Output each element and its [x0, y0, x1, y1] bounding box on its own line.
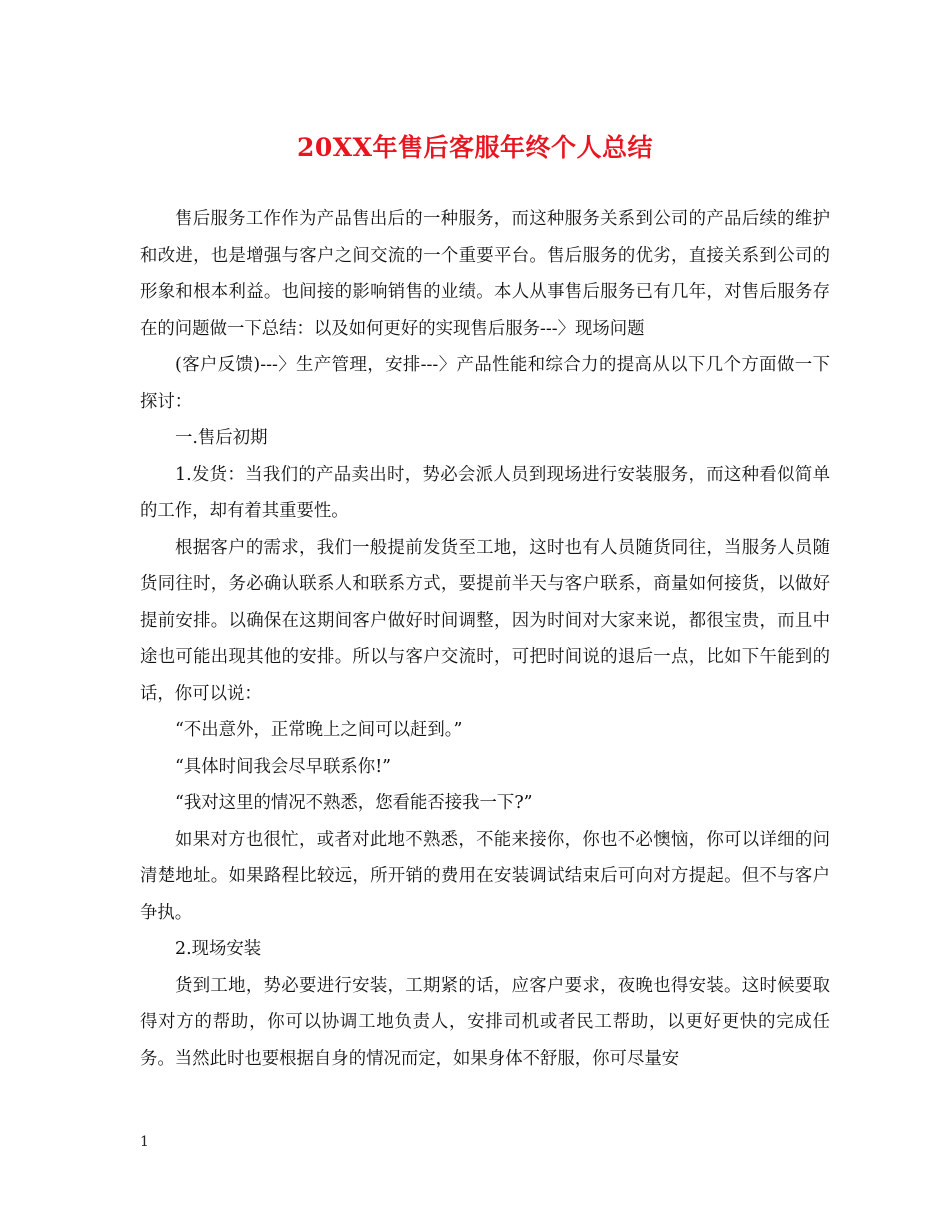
paragraph: 货到工地，势必要进行安装，工期紧的话，应客户要求，夜晚也得安装。这时候要取得对方的帮助，你可以协调工地负责人，安排司机或者民工帮助，以更好更快的完成任务。当然此时也要根据自身的情况而定，如果身体不舒服，你可尽量安 — [140, 975, 830, 1069]
paragraph: 1.发货：当我们的产品卖出时，势必会派人员到现场进行安装服务，而这种看似简单的工作，却有着其重要性。 — [140, 464, 830, 521]
document-body — [140, 201, 830, 1077]
section-heading: 一.售后初期 — [175, 428, 268, 448]
section-heading: 2.现场安装 — [175, 939, 262, 959]
page-number: 1 — [140, 1134, 149, 1150]
paragraph: 售后服务工作作为产品售出后的一种服务，而这种服务关系到公司的产品后续的维护和改进，也是增强与客户之间交流的一个重要平台。售后服务的优劣，直接关系到公司的形象和根本利益。也间接的影响销售的业绩。本人从事售后服务已有几年，对售后服务存在的问题做一下总结：以及如何更好的实现售后服务---〉现场问题 — [140, 209, 830, 339]
quote-line: “我对这里的情况不熟悉，您看能否接我一下?” — [175, 793, 533, 813]
document-title: 20XX年售后客服年终个人总结 — [296, 133, 654, 162]
quote-line: “不出意外，正常晚上之间可以赶到。” — [175, 720, 463, 740]
paragraph: 如果对方也很忙，或者对此地不熟悉，不能来接你，你也不必懊恼，你可以详细的问清楚地址。如果路程比较远，所开销的费用在安装调试结束后可向对方提起。但不与客户争执。 — [140, 829, 830, 923]
quote-line: “具体时间我会尽早联系你!” — [175, 756, 392, 777]
paragraph: 根据客户的需求，我们一般提前发货至工地，这时也有人员随货同往，当服务人员随货同往时，务必确认联系人和联系方式，要提前半天与客户联系，商量如何接货，以做好提前安排。以确保在这期间客户做好时间调整，因为时间对大家来说，都很宝贵，而且中途也可能出现其他的安排。所以与客户交流时，可把时间说的退后一点，比如下午能到的话，你可以说： — [140, 537, 830, 704]
paragraph: (客户反馈)---〉生产管理，安排---〉产品性能和综合力的提高从以下几个方面做一下探讨： — [140, 355, 830, 412]
